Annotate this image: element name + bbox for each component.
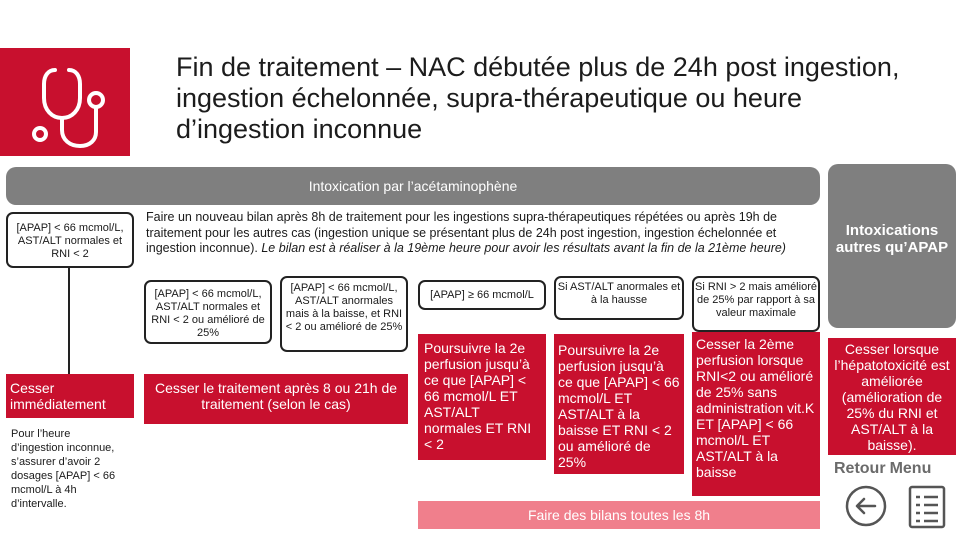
- footer-bar: Faire des bilans toutes les 8h: [418, 501, 820, 529]
- retour-label[interactable]: Retour: [834, 460, 886, 477]
- menu-label[interactable]: Menu: [889, 460, 932, 477]
- intro-italic: Le bilan est à réaliser à la 19ème heure pour avoir les résultats avant la fin de la 21ème heure): [261, 241, 786, 255]
- criteria-box-mid2: [APAP] < 66 mcmol/L, AST/ALT anormales mais à la baisse, et RNI < 2 ou amélioré de 25%: [280, 276, 408, 352]
- criteria-box-apap: [APAP] ≥ 66 mcmol/L: [418, 280, 546, 310]
- side-other-action: Cesser lorsque l’hépatotoxicité est améliorée (amélioration de 25% du RNI et AST/ALT à la baisse).: [828, 338, 956, 455]
- criteria-box-left: [APAP] < 66 mcmol/L, AST/ALT normales et RNI < 2: [6, 212, 134, 268]
- connector-line: [68, 268, 70, 374]
- menu-button[interactable]: [906, 484, 948, 530]
- logo-box: [0, 48, 130, 156]
- left-note: Pour l’heure d’ingestion inconnue, s’assurer d’avoir 2 dosages [APAP] < 66 mcmol/L à 4h d’intervalle.: [11, 428, 116, 510]
- action-continue-rni: Cesser la 2ème perfusion lorsque RNI<2 ou amélioré de 25% sans administration vit.K ET [APAP] < 66 mcmol/L ET AST/ALT à la baisse: [692, 332, 820, 496]
- side-other-title: Intoxications autres qu’APAP: [828, 164, 956, 328]
- criteria-box-ast: Si AST/ALT anormales et à la hausse: [554, 276, 684, 320]
- criteria-box-rni: Si RNI > 2 mais amélioré de 25% par rapport à sa valeur maximale: [692, 276, 820, 332]
- criteria-box-mid1: [APAP] < 66 mcmol/L, AST/ALT normales et RNI < 2 ou amélioré de 25%: [144, 280, 272, 344]
- menu-list-icon: [906, 484, 948, 530]
- nav-labels: [834, 460, 935, 478]
- flow-header: Intoxication par l’acétaminophène: [6, 167, 820, 205]
- action-continue-apap: Poursuivre la 2e perfusion jusqu’à ce que [APAP] < 66 mcmol/L ET AST/ALT normales ET RNI < 2: [418, 334, 546, 460]
- back-button[interactable]: [844, 484, 888, 528]
- page-title: Fin de traitement – NAC débutée plus de 24h post ingestion, ingestion échelonnée, supra-thérapeutique ou heure d’ingestion inconnue: [176, 52, 900, 144]
- back-arrow-icon: [844, 484, 888, 528]
- intro-text: [146, 210, 814, 257]
- action-stop-now: Cesser immédiatement: [6, 374, 134, 418]
- action-continue-ast: Poursuivre la 2e perfusion jusqu’à ce que [APAP] < 66 mcmol/L ET AST/ALT à la baisse ET RNI < 2 ou amélioré de 25%: [554, 334, 684, 474]
- stethoscope-icon: [0, 48, 130, 156]
- intro-normal: Faire un nouveau bilan après 8h de traitement pour les ingestions supra-thérapeutiques répétées ou après 19h de traitement pour les autres cas (ingestion unique se présentant plus de 24h post ingestion, ingestion échelonnée et ingestion inconnue).: [146, 210, 777, 255]
- action-stop-later: Cesser le traitement après 8 ou 21h de traitement (selon le cas): [144, 374, 408, 424]
